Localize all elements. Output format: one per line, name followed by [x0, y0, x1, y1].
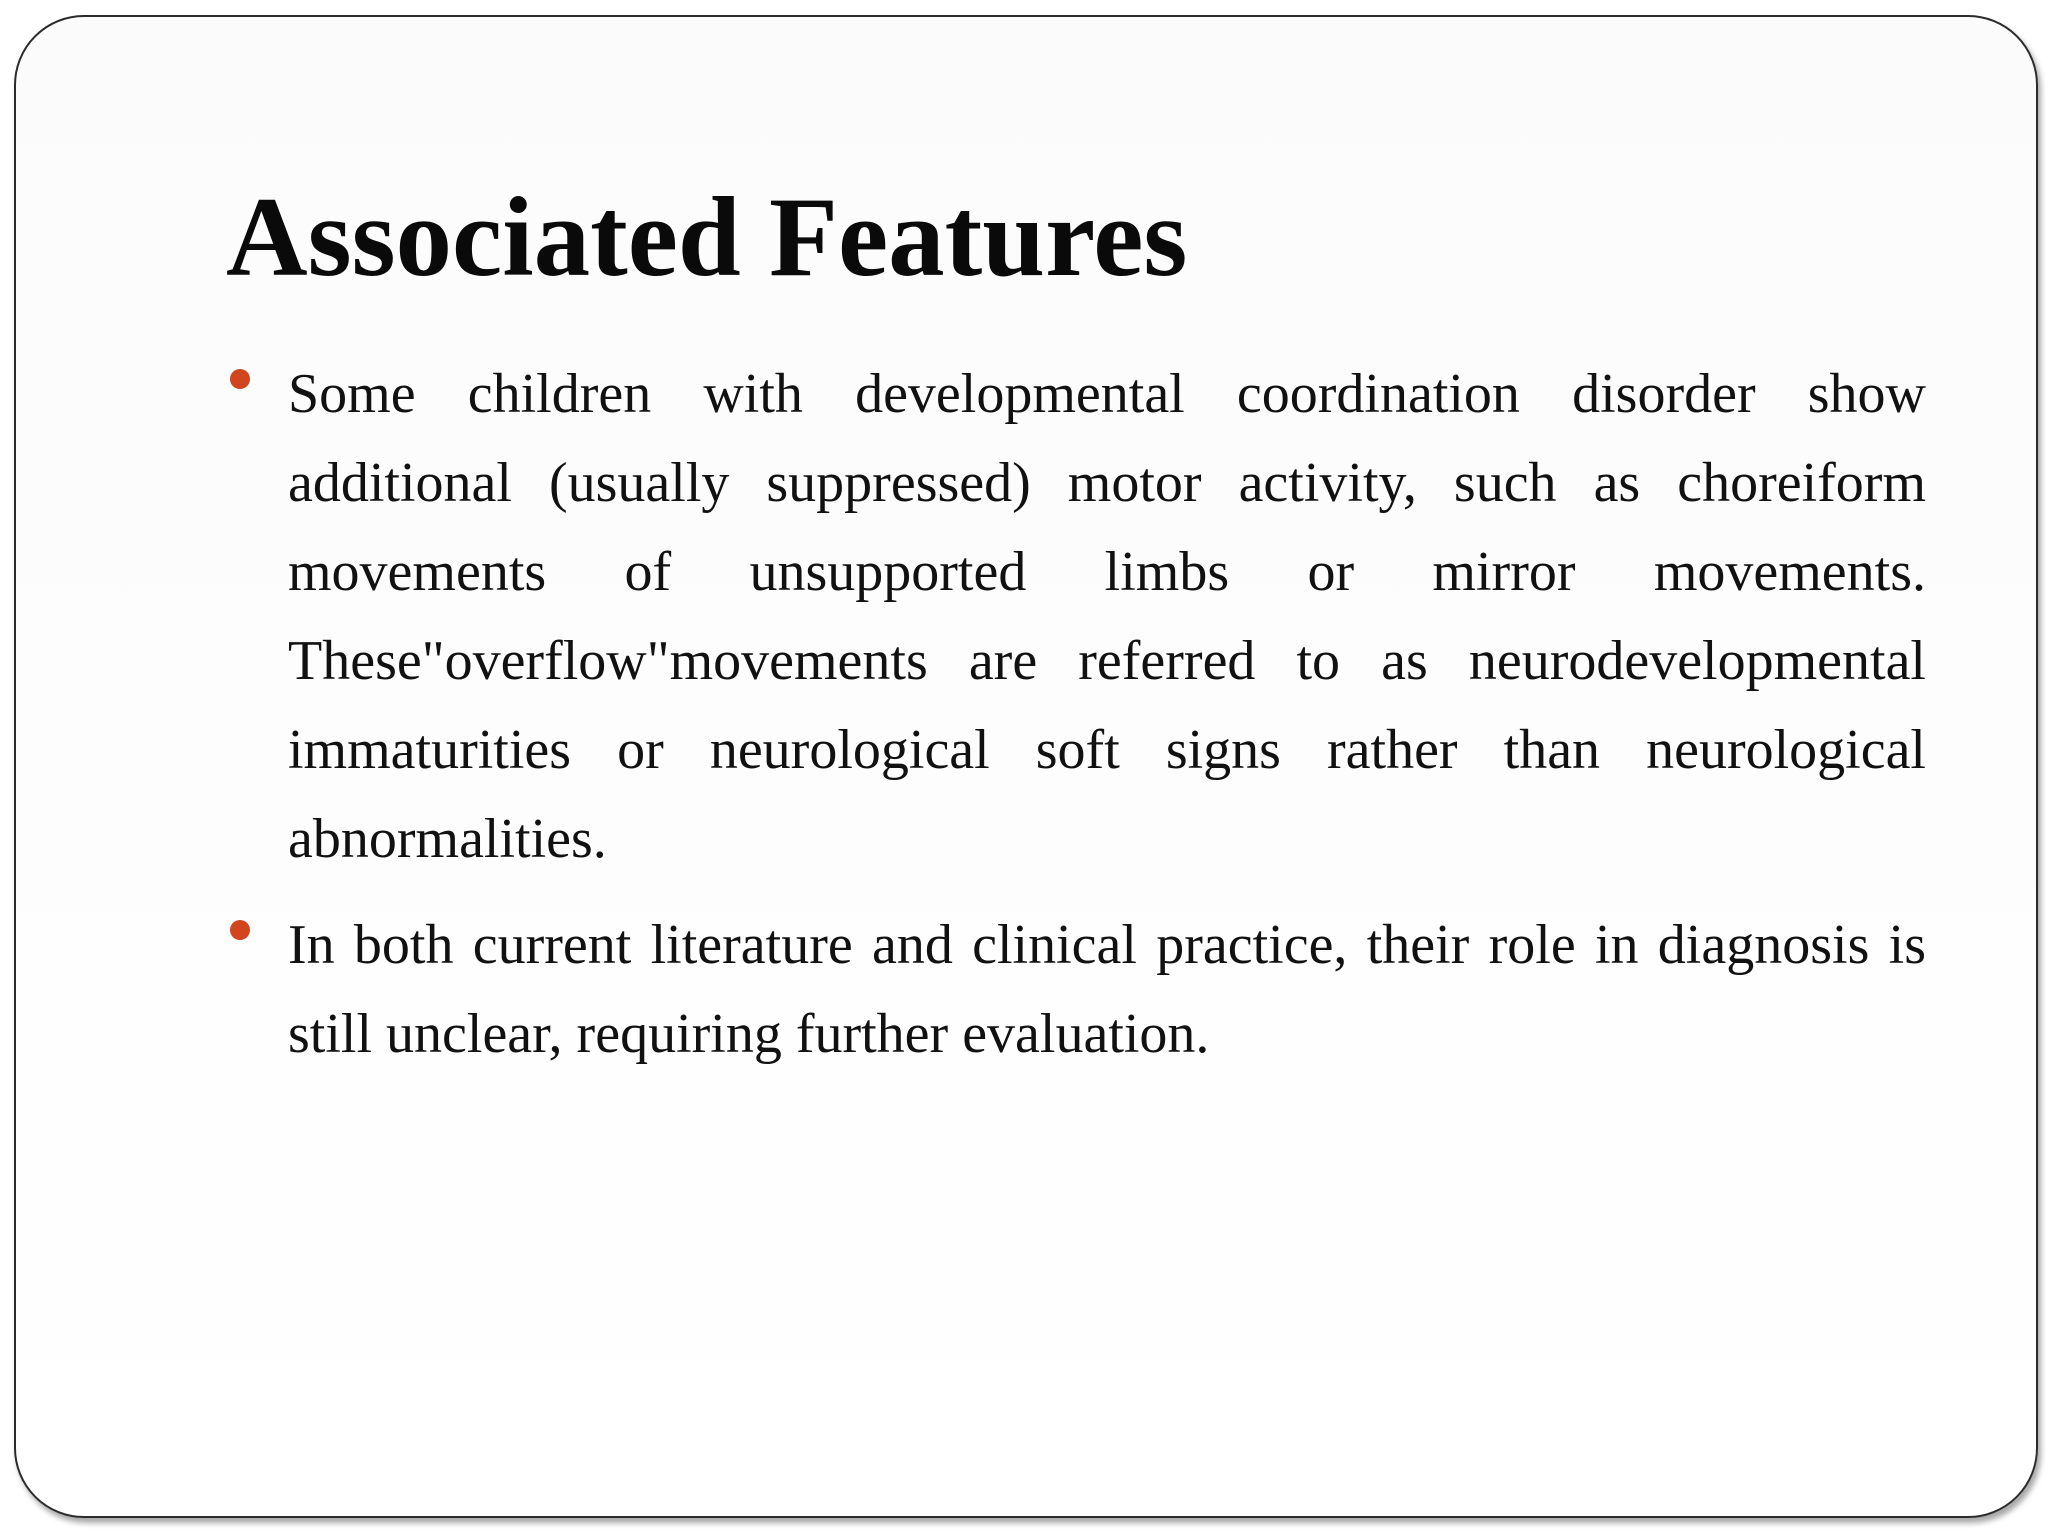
slide-title: Associated Features — [226, 175, 1188, 300]
bullet-list — [226, 350, 1926, 1096]
bullet-item — [226, 901, 1926, 1079]
bullet-item — [226, 350, 1926, 884]
bullet-text: In both current literature and clinical practice, their role in diagnosis is still unclear, requiring further evaluation. — [288, 914, 1926, 1065]
bullet-text: Some children with developmental coordination disorder show additional (usually suppressed) motor activity, such as choreiform movements of unsupported limbs or mirror movements. These"overflow"movements are referred to as neurodevelopmental immaturities or neurological soft signs rather than neurological abnormalities. — [288, 363, 1926, 870]
bullet-dot-icon — [230, 920, 250, 940]
bullet-dot-icon — [230, 369, 250, 389]
